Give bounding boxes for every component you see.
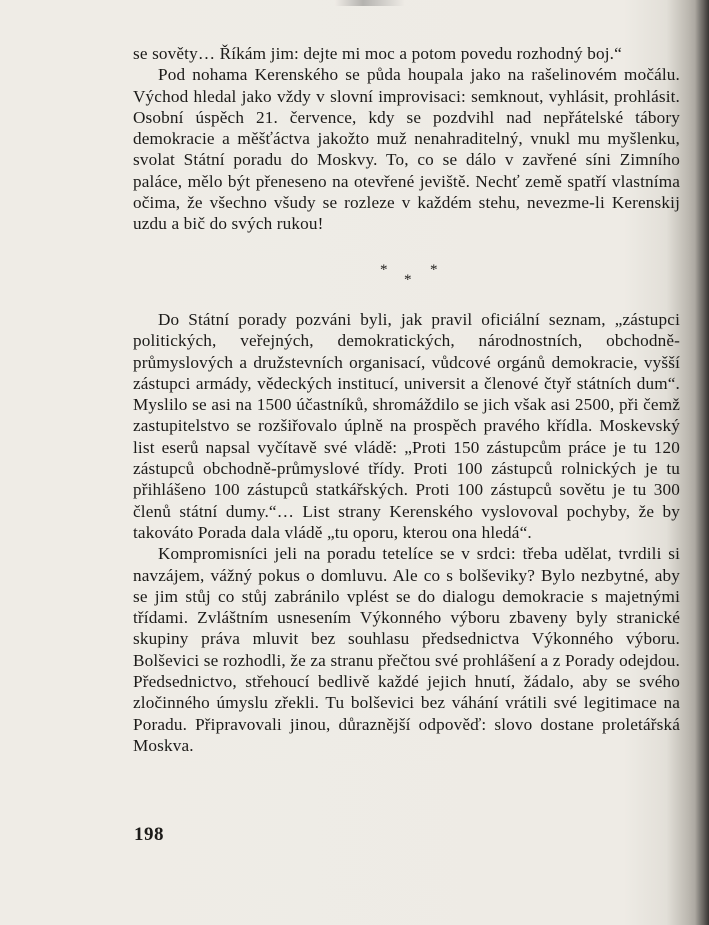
paragraph: Do Státní porady pozváni byli, jak pravil oficiální seznam, „zástupci politických, veřejných, demokratických, národnostních, obchodně-průmyslových a družstevních organisací, vůdcové orgánů demokracie, vyšší zástupci armády, vědeckých institucí, universit a členové čtyř státních dum“. Myslilo se asi na 1500 účastníků, shromáždilo se jich však asi 2500, při čemž zastupitelstvo se rozšiřovalo úplně na prospěch pravého křídla. Moskevský list eserů napsal vyčítavě své vládě: „Proti 150 zástupcům práce je tu 120 zástupců obchodně-průmyslové třídy. Proti 100 zástupců rolnických je tu přihlášeno 100 zástupců statkářských. Proti 100 zástupců sovětu je tu 300 členů státní dumy.“… List strany Kerenského vyslovoval pochyby, že by takováto Porada dala vládě „tu oporu, kterou ona hledá“. bbox=[133, 310, 680, 542]
paragraph: Pod nohama Kerenského se půda houpala jako na rašelinovém močálu. Východ hledal jako vždy v slovní improvisaci: semknout, vyhlásit, prohlásit. Osobní úspěch 21. července, kdy se pozdvihl nad nepřátelské tábory demokracie a měšťáctva jakožto muž nenahraditelný, vnukl mu myšlenku, svolat Státní poradu do Moskvy. To, co se dálo v zavřené síni Zimního paláce, mělo být přeneseno na otevřené jeviště. Nechť země spatří vlastníma očima, že všechno všudy se rozleze v každém stehu, nevezme-li Kerenskij uzdu a bič do svých rukou! bbox=[133, 65, 680, 234]
separator-star: * bbox=[430, 262, 438, 278]
page-binding-shadow bbox=[695, 0, 709, 925]
text-section-2 bbox=[133, 309, 680, 756]
scan-mark bbox=[335, 0, 405, 6]
paragraph: Kompromisníci jeli na poradu tetelíce se v srdci: třeba udělat, tvrdili si navzájem, vážný pokus o domluvu. Ale co s bolševiky? Bylo nezbytné, aby se jim stůj co stůj zabránilo vplést se do dialogu demokracie s majetnými třídami. Zvláštním usnesením Výkonného výboru zbaveny byly stranické skupiny práva mluvit bez souhlasu předsednictva Výkonného výboru. Bolševici se rozhodli, že za stranu přečtou své prohlášení a z Porady odejdou. Předsednictvo, střehoucí bedlivě každé jejich hnutí, žádalo, aby se svého zločinného úmyslu zřekli. Tu bolševici bez váhání vrátili své legitimace na Poradu. Připravovali jinou, důraznější odpověď: slovo dostane proletářská Moskva. bbox=[133, 544, 680, 755]
separator-star: * bbox=[380, 262, 388, 278]
separator-star: * bbox=[404, 272, 412, 288]
paragraph: se sověty… Říkám jim: dejte mi moc a potom povedu rozhodný boj.“ bbox=[133, 44, 622, 63]
section-separator bbox=[370, 262, 450, 292]
page-number: 198 bbox=[134, 824, 164, 845]
text-section-1 bbox=[133, 43, 680, 235]
